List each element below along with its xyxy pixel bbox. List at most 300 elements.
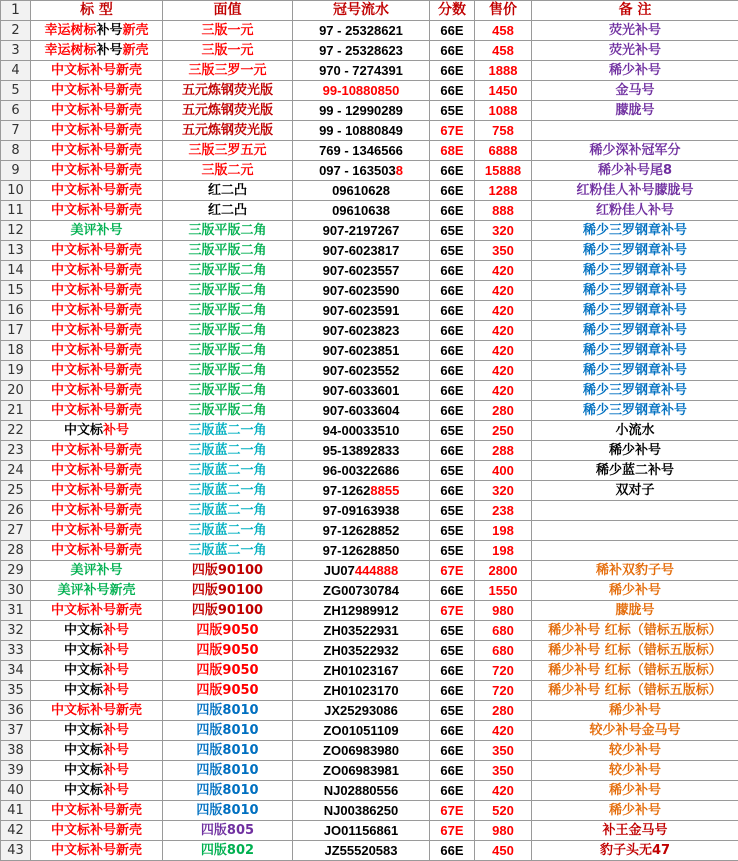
header-serial[interactable]: 冠号流水 xyxy=(293,1,430,21)
cell-score[interactable]: 65E xyxy=(430,501,475,521)
cell-price[interactable]: 420 xyxy=(475,341,532,361)
cell-serial[interactable] xyxy=(293,521,430,541)
cell-serial[interactable] xyxy=(293,761,430,781)
cell-price[interactable]: 1288 xyxy=(475,181,532,201)
cell-note[interactable]: 朦胧号 xyxy=(532,101,738,121)
cell-type[interactable] xyxy=(31,401,163,421)
cell-score[interactable]: 67E xyxy=(430,821,475,841)
row-number[interactable]: 8 xyxy=(1,141,31,161)
cell-face-value[interactable]: 三版二元 xyxy=(163,161,293,181)
cell-score[interactable]: 66E xyxy=(430,381,475,401)
cell-note[interactable]: 稀少三罗钢章补号 xyxy=(532,401,738,421)
cell-price[interactable]: 420 xyxy=(475,301,532,321)
row-number[interactable]: 12 xyxy=(1,221,31,241)
cell-price[interactable]: 888 xyxy=(475,201,532,221)
cell-note[interactable]: 红粉佳人补号 xyxy=(532,201,738,221)
cell-note[interactable]: 稀补双豹子号 xyxy=(532,561,738,581)
cell-score[interactable]: 66E xyxy=(430,81,475,101)
cell-serial[interactable] xyxy=(293,41,430,61)
cell-face-value[interactable]: 四版8010 xyxy=(163,741,293,761)
cell-price[interactable]: 1088 xyxy=(475,101,532,121)
cell-price[interactable]: 980 xyxy=(475,601,532,621)
cell-price[interactable]: 680 xyxy=(475,641,532,661)
cell-face-value[interactable]: 三版平版二角 xyxy=(163,381,293,401)
cell-type[interactable] xyxy=(31,321,163,341)
cell-price[interactable]: 238 xyxy=(475,501,532,521)
row-number[interactable]: 29 xyxy=(1,561,31,581)
cell-note[interactable]: 稀少补号尾8 xyxy=(532,161,738,181)
header-face-value[interactable]: 面值 xyxy=(163,1,293,21)
cell-note[interactable] xyxy=(532,521,738,541)
cell-face-value[interactable]: 三版蓝二一角 xyxy=(163,541,293,561)
cell-type[interactable] xyxy=(31,781,163,801)
cell-serial[interactable] xyxy=(293,721,430,741)
cell-note[interactable]: 稀少补号 xyxy=(532,61,738,81)
cell-score[interactable]: 65E xyxy=(430,521,475,541)
cell-type[interactable] xyxy=(31,581,163,601)
cell-note[interactable]: 稀少补号 红标（错标五版标） xyxy=(532,681,738,701)
cell-score[interactable]: 66E xyxy=(430,321,475,341)
cell-note[interactable]: 稀少补号 红标（错标五版标） xyxy=(532,621,738,641)
cell-score[interactable]: 65E xyxy=(430,421,475,441)
cell-price[interactable]: 420 xyxy=(475,321,532,341)
row-number[interactable]: 20 xyxy=(1,381,31,401)
cell-price[interactable]: 198 xyxy=(475,521,532,541)
cell-face-value[interactable]: 四版9050 xyxy=(163,681,293,701)
cell-price[interactable]: 350 xyxy=(475,741,532,761)
cell-serial[interactable] xyxy=(293,21,430,41)
header-note[interactable]: 备 注 xyxy=(532,1,738,21)
cell-serial[interactable] xyxy=(293,801,430,821)
cell-note[interactable]: 双对子 xyxy=(532,481,738,501)
cell-serial[interactable] xyxy=(293,701,430,721)
cell-score[interactable]: 66E xyxy=(430,281,475,301)
cell-note[interactable]: 稀少补号 红标（错标五版标） xyxy=(532,661,738,681)
row-number[interactable]: 18 xyxy=(1,341,31,361)
cell-face-value[interactable]: 三版蓝二一角 xyxy=(163,481,293,501)
cell-face-value[interactable]: 四版9050 xyxy=(163,661,293,681)
cell-type[interactable] xyxy=(31,481,163,501)
cell-face-value[interactable]: 三版蓝二一角 xyxy=(163,501,293,521)
cell-note[interactable]: 稀少三罗钢章补号 xyxy=(532,361,738,381)
cell-serial[interactable] xyxy=(293,81,430,101)
row-number[interactable]: 22 xyxy=(1,421,31,441)
cell-price[interactable]: 420 xyxy=(475,281,532,301)
cell-price[interactable]: 720 xyxy=(475,681,532,701)
cell-type[interactable] xyxy=(31,121,163,141)
cell-note[interactable]: 稀少三罗钢章补号 xyxy=(532,221,738,241)
cell-score[interactable]: 66E xyxy=(430,361,475,381)
cell-serial[interactable] xyxy=(293,61,430,81)
cell-price[interactable]: 250 xyxy=(475,421,532,441)
cell-type[interactable] xyxy=(31,461,163,481)
row-number[interactable]: 2 xyxy=(1,21,31,41)
row-number[interactable]: 5 xyxy=(1,81,31,101)
cell-score[interactable]: 66E xyxy=(430,481,475,501)
cell-note[interactable] xyxy=(532,501,738,521)
cell-note[interactable]: 稀少补号 xyxy=(532,781,738,801)
cell-score[interactable]: 68E xyxy=(430,141,475,161)
cell-score[interactable]: 66E xyxy=(430,681,475,701)
cell-price[interactable]: 758 xyxy=(475,121,532,141)
header-type[interactable]: 标 型 xyxy=(31,1,163,21)
cell-type[interactable] xyxy=(31,741,163,761)
row-number[interactable]: 10 xyxy=(1,181,31,201)
row-number[interactable]: 39 xyxy=(1,761,31,781)
cell-type[interactable] xyxy=(31,441,163,461)
cell-serial[interactable] xyxy=(293,261,430,281)
cell-note[interactable]: 稀少三罗钢章补号 xyxy=(532,241,738,261)
row-number[interactable]: 38 xyxy=(1,741,31,761)
cell-type[interactable] xyxy=(31,181,163,201)
cell-score[interactable]: 66E xyxy=(430,841,475,861)
row-number[interactable]: 11 xyxy=(1,201,31,221)
cell-face-value[interactable]: 四版802 xyxy=(163,841,293,861)
cell-face-value[interactable]: 三版平版二角 xyxy=(163,281,293,301)
cell-price[interactable]: 420 xyxy=(475,781,532,801)
cell-serial[interactable] xyxy=(293,481,430,501)
cell-face-value[interactable]: 四版90100 xyxy=(163,581,293,601)
cell-score[interactable]: 65E xyxy=(430,701,475,721)
cell-price[interactable]: 198 xyxy=(475,541,532,561)
row-number[interactable]: 43 xyxy=(1,841,31,861)
cell-score[interactable]: 65E xyxy=(430,221,475,241)
cell-type[interactable] xyxy=(31,721,163,741)
cell-price[interactable]: 400 xyxy=(475,461,532,481)
row-number[interactable]: 4 xyxy=(1,61,31,81)
cell-serial[interactable] xyxy=(293,341,430,361)
cell-score[interactable]: 66E xyxy=(430,441,475,461)
cell-note[interactable]: 较少补号 xyxy=(532,761,738,781)
cell-face-value[interactable]: 红二凸 xyxy=(163,181,293,201)
row-number[interactable]: 25 xyxy=(1,481,31,501)
cell-serial[interactable] xyxy=(293,661,430,681)
cell-face-value[interactable]: 四版90100 xyxy=(163,561,293,581)
cell-price[interactable]: 2800 xyxy=(475,561,532,581)
row-number[interactable]: 28 xyxy=(1,541,31,561)
cell-face-value[interactable]: 三版平版二角 xyxy=(163,341,293,361)
cell-serial[interactable] xyxy=(293,581,430,601)
cell-face-value[interactable]: 三版三罗一元 xyxy=(163,61,293,81)
cell-note[interactable]: 小流水 xyxy=(532,421,738,441)
cell-price[interactable]: 280 xyxy=(475,401,532,421)
cell-face-value[interactable]: 三版平版二角 xyxy=(163,261,293,281)
cell-serial[interactable] xyxy=(293,101,430,121)
cell-score[interactable]: 66E xyxy=(430,401,475,421)
cell-type[interactable] xyxy=(31,361,163,381)
cell-note[interactable]: 金马号 xyxy=(532,81,738,101)
cell-price[interactable]: 420 xyxy=(475,261,532,281)
cell-price[interactable]: 1450 xyxy=(475,81,532,101)
cell-score[interactable]: 66E xyxy=(430,21,475,41)
cell-type[interactable] xyxy=(31,241,163,261)
cell-score[interactable]: 67E xyxy=(430,801,475,821)
cell-score[interactable]: 65E xyxy=(430,621,475,641)
cell-serial[interactable] xyxy=(293,421,430,441)
cell-type[interactable] xyxy=(31,141,163,161)
cell-serial[interactable] xyxy=(293,541,430,561)
cell-face-value[interactable]: 四版9050 xyxy=(163,641,293,661)
cell-score[interactable]: 66E xyxy=(430,741,475,761)
cell-type[interactable] xyxy=(31,81,163,101)
cell-face-value[interactable]: 三版平版二角 xyxy=(163,401,293,421)
cell-note[interactable]: 较少补号金马号 xyxy=(532,721,738,741)
cell-type[interactable] xyxy=(31,621,163,641)
row-number[interactable]: 15 xyxy=(1,281,31,301)
row-number[interactable]: 33 xyxy=(1,641,31,661)
cell-serial[interactable] xyxy=(293,621,430,641)
cell-note[interactable]: 稀少补号 xyxy=(532,801,738,821)
cell-type[interactable] xyxy=(31,681,163,701)
cell-price[interactable]: 458 xyxy=(475,21,532,41)
row-number[interactable]: 42 xyxy=(1,821,31,841)
cell-serial[interactable] xyxy=(293,741,430,761)
cell-face-value[interactable]: 三版平版二角 xyxy=(163,221,293,241)
cell-price[interactable]: 420 xyxy=(475,361,532,381)
cell-price[interactable]: 1888 xyxy=(475,61,532,81)
row-number[interactable]: 23 xyxy=(1,441,31,461)
row-number[interactable]: 34 xyxy=(1,661,31,681)
cell-price[interactable]: 288 xyxy=(475,441,532,461)
row-number[interactable]: 31 xyxy=(1,601,31,621)
cell-serial[interactable] xyxy=(293,321,430,341)
header-score[interactable]: 分数 xyxy=(430,1,475,21)
cell-face-value[interactable]: 三版蓝二一角 xyxy=(163,421,293,441)
cell-note[interactable]: 稀少蓝二补号 xyxy=(532,461,738,481)
cell-note[interactable]: 稀少补号 xyxy=(532,701,738,721)
header-price[interactable]: 售价 xyxy=(475,1,532,21)
cell-serial[interactable] xyxy=(293,161,430,181)
cell-note[interactable]: 稀少补号 xyxy=(532,581,738,601)
cell-serial[interactable] xyxy=(293,821,430,841)
cell-serial[interactable] xyxy=(293,141,430,161)
cell-note[interactable] xyxy=(532,541,738,561)
cell-type[interactable] xyxy=(31,501,163,521)
cell-score[interactable]: 66E xyxy=(430,581,475,601)
cell-face-value[interactable]: 四版8010 xyxy=(163,801,293,821)
cell-serial[interactable] xyxy=(293,501,430,521)
cell-note[interactable]: 稀少三罗钢章补号 xyxy=(532,301,738,321)
cell-score[interactable]: 65E xyxy=(430,641,475,661)
cell-type[interactable] xyxy=(31,61,163,81)
cell-serial[interactable] xyxy=(293,241,430,261)
cell-type[interactable] xyxy=(31,221,163,241)
row-number[interactable]: 21 xyxy=(1,401,31,421)
row-number[interactable]: 9 xyxy=(1,161,31,181)
cell-price[interactable]: 350 xyxy=(475,761,532,781)
cell-face-value[interactable]: 三版一元 xyxy=(163,41,293,61)
cell-face-value[interactable]: 五元炼钢荧光版 xyxy=(163,101,293,121)
cell-note[interactable]: 稀少补号 红标（错标五版标） xyxy=(532,641,738,661)
cell-type[interactable] xyxy=(31,841,163,861)
cell-price[interactable]: 458 xyxy=(475,41,532,61)
cell-note[interactable]: 较少补号 xyxy=(532,741,738,761)
cell-face-value[interactable]: 四版8010 xyxy=(163,761,293,781)
cell-face-value[interactable]: 四版805 xyxy=(163,821,293,841)
row-number[interactable]: 13 xyxy=(1,241,31,261)
row-number[interactable]: 3 xyxy=(1,41,31,61)
cell-note[interactable]: 朦胧号 xyxy=(532,601,738,621)
cell-price[interactable]: 15888 xyxy=(475,161,532,181)
cell-type[interactable] xyxy=(31,701,163,721)
row-number[interactable]: 6 xyxy=(1,101,31,121)
cell-price[interactable]: 350 xyxy=(475,241,532,261)
cell-score[interactable]: 66E xyxy=(430,201,475,221)
cell-serial[interactable] xyxy=(293,381,430,401)
cell-face-value[interactable]: 三版一元 xyxy=(163,21,293,41)
cell-note[interactable]: 稀少深补冠军分 xyxy=(532,141,738,161)
cell-note[interactable]: 稀少三罗钢章补号 xyxy=(532,281,738,301)
cell-note[interactable]: 稀少三罗钢章补号 xyxy=(532,381,738,401)
row-number[interactable]: 35 xyxy=(1,681,31,701)
cell-face-value[interactable]: 三版蓝二一角 xyxy=(163,521,293,541)
cell-score[interactable]: 66E xyxy=(430,181,475,201)
cell-face-value[interactable]: 三版平版二角 xyxy=(163,321,293,341)
row-number[interactable]: 16 xyxy=(1,301,31,321)
cell-type[interactable] xyxy=(31,161,163,181)
cell-type[interactable] xyxy=(31,541,163,561)
cell-serial[interactable] xyxy=(293,561,430,581)
cell-face-value[interactable]: 五元炼钢荧光版 xyxy=(163,121,293,141)
cell-price[interactable]: 320 xyxy=(475,221,532,241)
row-number[interactable]: 41 xyxy=(1,801,31,821)
cell-face-value[interactable]: 四版8010 xyxy=(163,701,293,721)
cell-face-value[interactable]: 四版8010 xyxy=(163,721,293,741)
cell-score[interactable]: 66E xyxy=(430,301,475,321)
cell-price[interactable]: 720 xyxy=(475,661,532,681)
cell-type[interactable] xyxy=(31,101,163,121)
cell-type[interactable] xyxy=(31,761,163,781)
cell-face-value[interactable]: 红二凸 xyxy=(163,201,293,221)
cell-face-value[interactable]: 三版蓝二一角 xyxy=(163,461,293,481)
cell-price[interactable]: 520 xyxy=(475,801,532,821)
cell-serial[interactable] xyxy=(293,361,430,381)
cell-type[interactable] xyxy=(31,21,163,41)
cell-score[interactable]: 65E xyxy=(430,101,475,121)
row-number[interactable]: 37 xyxy=(1,721,31,741)
cell-type[interactable] xyxy=(31,801,163,821)
row-number[interactable]: 36 xyxy=(1,701,31,721)
cell-serial[interactable] xyxy=(293,461,430,481)
cell-note[interactable]: 荧光补号 xyxy=(532,21,738,41)
cell-type[interactable] xyxy=(31,661,163,681)
cell-note[interactable]: 稀少三罗钢章补号 xyxy=(532,261,738,281)
cell-score[interactable]: 66E xyxy=(430,41,475,61)
row-number[interactable]: 14 xyxy=(1,261,31,281)
cell-note[interactable]: 稀少三罗钢章补号 xyxy=(532,321,738,341)
cell-score[interactable]: 66E xyxy=(430,61,475,81)
cell-face-value[interactable]: 四版90100 xyxy=(163,601,293,621)
cell-face-value[interactable]: 三版平版二角 xyxy=(163,301,293,321)
cell-price[interactable]: 6888 xyxy=(475,141,532,161)
cell-serial[interactable] xyxy=(293,681,430,701)
cell-score[interactable]: 66E xyxy=(430,761,475,781)
cell-type[interactable] xyxy=(31,821,163,841)
cell-type[interactable] xyxy=(31,261,163,281)
row-number[interactable]: 19 xyxy=(1,361,31,381)
cell-type[interactable] xyxy=(31,421,163,441)
row-number[interactable]: 26 xyxy=(1,501,31,521)
cell-note[interactable] xyxy=(532,121,738,141)
cell-serial[interactable] xyxy=(293,281,430,301)
cell-type[interactable] xyxy=(31,301,163,321)
cell-price[interactable]: 1550 xyxy=(475,581,532,601)
cell-serial[interactable] xyxy=(293,301,430,321)
cell-serial[interactable] xyxy=(293,401,430,421)
cell-note[interactable]: 荧光补号 xyxy=(532,41,738,61)
cell-type[interactable] xyxy=(31,201,163,221)
cell-face-value[interactable]: 四版9050 xyxy=(163,621,293,641)
cell-price[interactable]: 280 xyxy=(475,701,532,721)
cell-score[interactable]: 66E xyxy=(430,781,475,801)
cell-note[interactable]: 稀少补号 xyxy=(532,441,738,461)
cell-score[interactable]: 67E xyxy=(430,561,475,581)
cell-face-value[interactable]: 三版三罗五元 xyxy=(163,141,293,161)
cell-type[interactable] xyxy=(31,341,163,361)
cell-score[interactable]: 67E xyxy=(430,121,475,141)
cell-face-value[interactable]: 五元炼钢荧光版 xyxy=(163,81,293,101)
cell-type[interactable] xyxy=(31,281,163,301)
cell-type[interactable] xyxy=(31,521,163,541)
cell-price[interactable]: 420 xyxy=(475,381,532,401)
cell-note[interactable]: 红粉佳人补号朦胧号 xyxy=(532,181,738,201)
cell-type[interactable] xyxy=(31,41,163,61)
cell-serial[interactable] xyxy=(293,441,430,461)
cell-score[interactable]: 66E xyxy=(430,721,475,741)
cell-score[interactable]: 66E xyxy=(430,341,475,361)
cell-note[interactable]: 豹子头无47 xyxy=(532,841,738,861)
cell-score[interactable]: 66E xyxy=(430,661,475,681)
cell-type[interactable] xyxy=(31,381,163,401)
cell-serial[interactable] xyxy=(293,221,430,241)
cell-price[interactable]: 980 xyxy=(475,821,532,841)
cell-score[interactable]: 66E xyxy=(430,261,475,281)
cell-serial[interactable] xyxy=(293,201,430,221)
cell-serial[interactable] xyxy=(293,641,430,661)
cell-price[interactable]: 450 xyxy=(475,841,532,861)
cell-score[interactable]: 65E xyxy=(430,541,475,561)
row-number[interactable]: 30 xyxy=(1,581,31,601)
cell-serial[interactable] xyxy=(293,781,430,801)
row-number[interactable]: 7 xyxy=(1,121,31,141)
cell-serial[interactable] xyxy=(293,181,430,201)
cell-serial[interactable] xyxy=(293,841,430,861)
row-number[interactable]: 32 xyxy=(1,621,31,641)
cell-score[interactable]: 65E xyxy=(430,461,475,481)
cell-type[interactable] xyxy=(31,641,163,661)
cell-score[interactable]: 65E xyxy=(430,241,475,261)
cell-price[interactable]: 420 xyxy=(475,721,532,741)
cell-score[interactable]: 66E xyxy=(430,161,475,181)
row-number[interactable]: 1 xyxy=(1,1,31,21)
cell-serial[interactable] xyxy=(293,601,430,621)
cell-face-value[interactable]: 三版平版二角 xyxy=(163,241,293,261)
cell-type[interactable] xyxy=(31,561,163,581)
cell-face-value[interactable]: 四版8010 xyxy=(163,781,293,801)
cell-price[interactable]: 320 xyxy=(475,481,532,501)
row-number[interactable]: 24 xyxy=(1,461,31,481)
row-number[interactable]: 27 xyxy=(1,521,31,541)
cell-price[interactable]: 680 xyxy=(475,621,532,641)
cell-type[interactable] xyxy=(31,601,163,621)
cell-serial[interactable] xyxy=(293,121,430,141)
cell-face-value[interactable]: 三版平版二角 xyxy=(163,361,293,381)
row-number[interactable]: 40 xyxy=(1,781,31,801)
cell-note[interactable]: 补王金马号 xyxy=(532,821,738,841)
cell-score[interactable]: 67E xyxy=(430,601,475,621)
cell-note[interactable]: 稀少三罗钢章补号 xyxy=(532,341,738,361)
cell-face-value[interactable]: 三版蓝二一角 xyxy=(163,441,293,461)
